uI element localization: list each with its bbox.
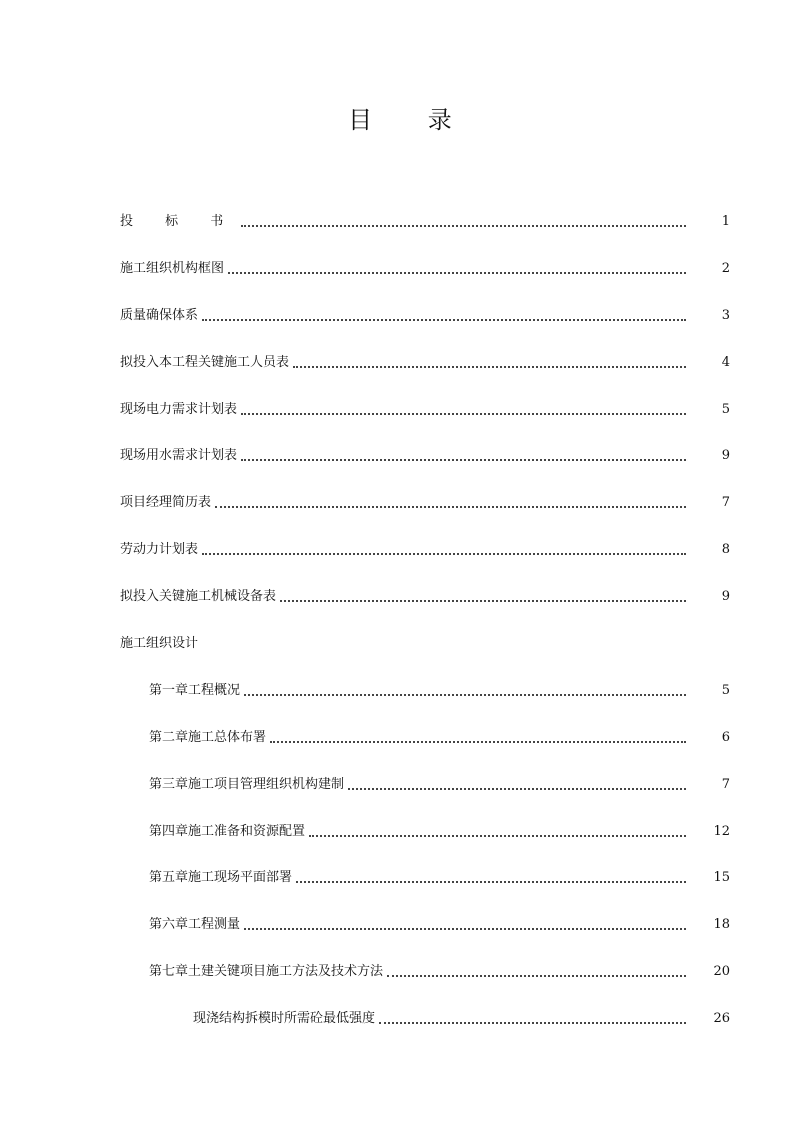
toc-entry[interactable]	[0, 868, 800, 915]
toc-entry-text: 现场用水需求计划表	[120, 448, 238, 464]
toc-entry[interactable]	[0, 822, 800, 869]
toc-page-number: 2	[721, 260, 730, 276]
toc-page-number: 12	[713, 823, 730, 839]
toc-dot-leader	[280, 587, 686, 602]
page-title: 目 录	[348, 106, 476, 134]
toc-entry[interactable]	[0, 915, 800, 962]
toc-dot-leader	[296, 868, 686, 883]
toc-page-number: 20	[713, 964, 730, 980]
toc-dot-leader	[228, 259, 686, 274]
toc-dot-leader	[202, 540, 686, 555]
toc-dot-leader	[379, 1009, 686, 1024]
toc-dot-leader	[202, 306, 686, 321]
toc-entry-text: 现浇结构拆模时所需砼最低强度	[193, 1011, 376, 1027]
toc-entry[interactable]	[0, 493, 800, 540]
toc-entry[interactable]	[0, 353, 800, 400]
toc-dot-leader	[215, 493, 686, 508]
toc-page-number: 18	[713, 917, 730, 933]
toc-entry[interactable]	[0, 728, 800, 775]
toc-page-number: 6	[721, 729, 730, 745]
toc-dot-leader	[241, 446, 686, 461]
toc-entry[interactable]	[0, 259, 800, 306]
toc-entry[interactable]	[0, 962, 800, 1009]
toc-entry-text: 第一章工程概况	[149, 682, 241, 698]
toc-dot-leader	[309, 822, 686, 837]
toc-page-number: 15	[713, 870, 730, 886]
toc-page-number: 3	[721, 307, 730, 323]
toc-page-number: 9	[721, 589, 730, 605]
toc-entry[interactable]	[0, 446, 800, 493]
toc-entry[interactable]	[0, 587, 800, 634]
toc-page-number: 7	[721, 776, 730, 792]
toc-entry[interactable]	[0, 1009, 800, 1056]
toc-page-number: 5	[721, 682, 730, 698]
toc-entry-text: 第二章施工总体布署	[149, 729, 267, 745]
toc-entry[interactable]	[0, 540, 800, 587]
toc-entry-text: 现场电力需求计划表	[120, 401, 238, 417]
toc-list	[0, 212, 800, 1056]
toc-dot-leader	[270, 728, 686, 743]
toc-entry-text: 质量确保体系	[120, 307, 199, 323]
toc-entry[interactable]	[0, 681, 800, 728]
toc-entry-text: 拟投入关键施工机械设备表	[120, 589, 277, 605]
toc-entry-text: 项目经理简历表	[120, 495, 212, 511]
toc-entry-text: 施工组织设计	[120, 636, 199, 652]
toc-entry-text: 第三章施工项目管理组织机构建制	[149, 776, 345, 792]
toc-entry-text: 施工组织机构框图	[120, 260, 225, 276]
toc-dot-leader	[387, 962, 686, 977]
toc-entry-text: 投 标 书	[120, 214, 238, 229]
toc-entry[interactable]	[0, 306, 800, 353]
toc-page-number: 9	[721, 448, 730, 464]
toc-entry-text: 劳动力计划表	[120, 542, 199, 558]
toc-entry[interactable]	[0, 775, 800, 822]
toc-entry-text: 第六章工程测量	[149, 917, 241, 933]
toc-page-number: 1	[721, 214, 730, 229]
toc-dot-leader	[241, 212, 686, 227]
toc-page-number: 26	[713, 1011, 730, 1027]
toc-entry[interactable]	[0, 400, 800, 447]
toc-page-number: 8	[721, 542, 730, 558]
toc-page-number: 5	[721, 401, 730, 417]
toc-page-number: 4	[721, 354, 730, 370]
toc-entry[interactable]	[0, 634, 800, 681]
toc-entry-text: 第四章施工准备和资源配置	[149, 823, 306, 839]
toc-dot-leader	[348, 775, 686, 790]
toc-entry[interactable]	[0, 212, 800, 259]
toc-dot-leader	[244, 915, 686, 930]
toc-dot-leader	[241, 400, 686, 415]
toc-dot-leader	[293, 353, 686, 368]
toc-dot-leader	[244, 681, 686, 696]
toc-entry-text: 第七章土建关键项目施工方法及技术方法	[149, 964, 384, 980]
toc-entry-text: 拟投入本工程关键施工人员表	[120, 354, 290, 370]
toc-page-number: 7	[721, 495, 730, 511]
toc-entry-text: 第五章施工现场平面部署	[149, 870, 293, 886]
